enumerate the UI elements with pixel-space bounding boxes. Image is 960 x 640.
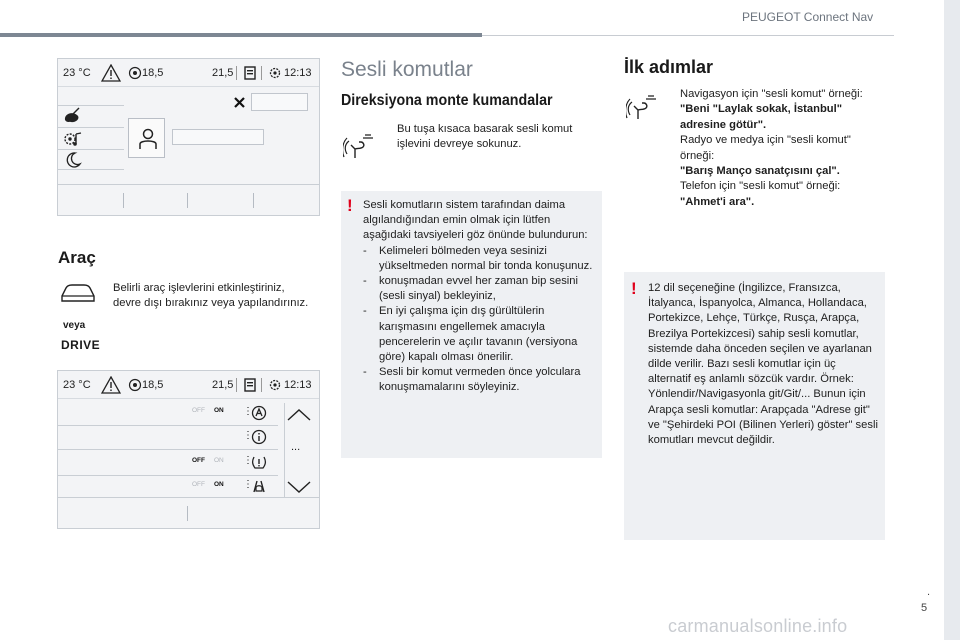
status-bar [58,371,319,399]
voice-command-icon [626,95,660,121]
language-info-text: 12 dil seçeneğine (İngilizce, Fransızca, İtalyanca, İspanyolca, Almanca, Hollandaca, Portekizce, Lehçe, Türkçe, Rusça, Arapça, Brezilya Portekizcesi) sahip sesli komutlar, sistemde daha önceden seçilen ve ayarlanan dilde verilir. Bazı sesli komutlar için üç alternatif eş anlamlı sözcük vardır. Örnek: Yönlendir/Navigasyonla git/Git/... Bunun için Arapça sesli komutlar: Arapçada "Adrese git" ve "Şehirdeki POI (Bilinen Yerleri) göster" sesli komutları mevcut değildir. [648,282,878,447]
page-dot: . [927,586,931,598]
info-row[interactable] [188,428,278,448]
phone-example-intro: Telefon için "sesli komut" örneği: [680,180,841,193]
toggle-on-label: ON [214,457,224,464]
subsection-title-steering: Direksiyona monte kumandalar [341,92,553,109]
status-time: 12:13 [284,67,312,79]
section-title-sesli-komutlar: Sesli komutlar [341,58,473,81]
screen-vehicle-functions [57,370,320,529]
warning-icon [101,376,121,394]
header-title: PEUGEOT Connect Nav [742,10,874,24]
tyre-pressure-icon [251,454,267,470]
toggle-off-label: OFF [192,481,205,488]
voice-command-icon [343,134,377,160]
toggle-off-label: OFF [192,407,205,414]
night-mode-moon-icon[interactable] [64,151,82,169]
list-item: - En iyi çalışma için dış gürültülerin karışmasını engellemek amacıyla pencerelerin ve açılır tavanın (versiyona göre) kapalı olması önerilir. [363,305,578,364]
scroll-down-icon[interactable] [287,481,311,493]
close-icon[interactable] [234,97,245,108]
scroll-up-icon[interactable] [287,409,311,421]
navigation-target-icon [128,378,142,392]
radio-example-intro: Radyo ve medya için "sesli komut" örneği: [680,134,851,162]
arac-description: Belirli araç işlevlerini etkinleştiriniz, devre dışı bırakınız veya yapılandırınız. [113,282,309,310]
toggle-row[interactable] [188,477,278,497]
tab-bar [58,184,319,215]
more-options-icon: ⋮ [243,406,253,417]
warning-exclamation-icon: ! [347,196,353,215]
voice-press-instruction: Bu tuşa kısaca basarak sesli komut işlevini devreye sokunuz. [397,123,573,151]
header-rule [0,33,482,37]
gear-music-icon[interactable] [62,129,84,149]
phone-sync-icon [242,377,258,393]
page-number: 5 [921,602,928,614]
status-time: 12:13 [284,379,312,391]
status-value-right: 21,5 [212,379,234,391]
status-value-left: 18,5 [142,379,164,391]
user-profile-tile[interactable] [128,118,165,158]
icon-label-veya: veya [63,320,86,331]
info-circle-icon [251,429,267,445]
status-value-right: 21,5 [212,67,234,79]
section-title-ilk-adimlar: İlk adımlar [624,57,714,77]
section-title-arac: Araç [58,248,96,267]
auto-stop-start-icon [251,405,267,421]
toggle-on-label: ON [214,407,224,414]
navigation-target-icon [128,66,142,80]
toggle-row[interactable] [188,453,278,473]
watermark: carmanualsonline.info [668,616,848,636]
status-temperature: 23 °C [63,379,91,391]
header-rule-thin [482,35,894,36]
voice-tips-intro: Sesli komutların sistem tarafından daima algılandığından emin olmak için lütfen aşağıdaki tavsiyeleri göz önünde bulundurun: [363,199,588,242]
paint-palette-icon[interactable] [62,106,84,126]
nav-example-command: "Beni "Laylak sokak, İstanbul" adresine götür". [680,103,843,131]
page-ellipsis: ... [291,441,301,453]
list-item: - konuşmadan evvel her zaman bip sesini (sesli sinyal) bekleyiniz, [363,275,578,303]
lane-assist-icon [251,478,267,494]
drive-mode-label: DRIVE [61,338,101,352]
user-profile-icon [137,127,159,151]
status-temperature: 23 °C [63,67,91,79]
more-options-icon: ⋮ [243,455,253,466]
tab-bar [58,497,319,528]
page-side-bar [944,0,960,640]
radio-example-command: "Barış Manço sanatçısını çal". [680,165,840,178]
settings-gear-icon [267,377,283,393]
more-options-icon: ⋮ [243,479,253,490]
toggle-off-label: OFF [192,457,205,464]
car-icon [60,282,96,304]
status-value-left: 18,5 [142,67,164,79]
voice-tips-text [363,198,595,396]
profile-edit-field[interactable] [172,129,264,145]
toggle-on-label: ON [214,481,224,488]
list-item: - Kelimeleri bölmeden veya sesinizi yükseltmeden normal bir tonda konuşunuz. [363,244,593,272]
warning-icon [101,64,121,82]
warning-exclamation-icon: ! [631,279,637,298]
phone-sync-icon [242,65,258,81]
toggle-row[interactable] [188,404,278,424]
nav-example-intro: Navigasyon için "sesli komut" örneği: [680,88,863,100]
screen-settings [57,58,320,216]
first-steps-examples [680,87,875,210]
status-bar [58,59,319,87]
list-item: - Sesli bir komut vermeden önce yolculara konuşmamalarını söyleyiniz. [363,366,581,394]
profile-name-field[interactable] [251,93,308,111]
settings-gear-icon [267,65,283,81]
phone-example-command: "Ahmet'i ara". [680,195,755,208]
more-options-icon: ⋮ [243,430,253,441]
